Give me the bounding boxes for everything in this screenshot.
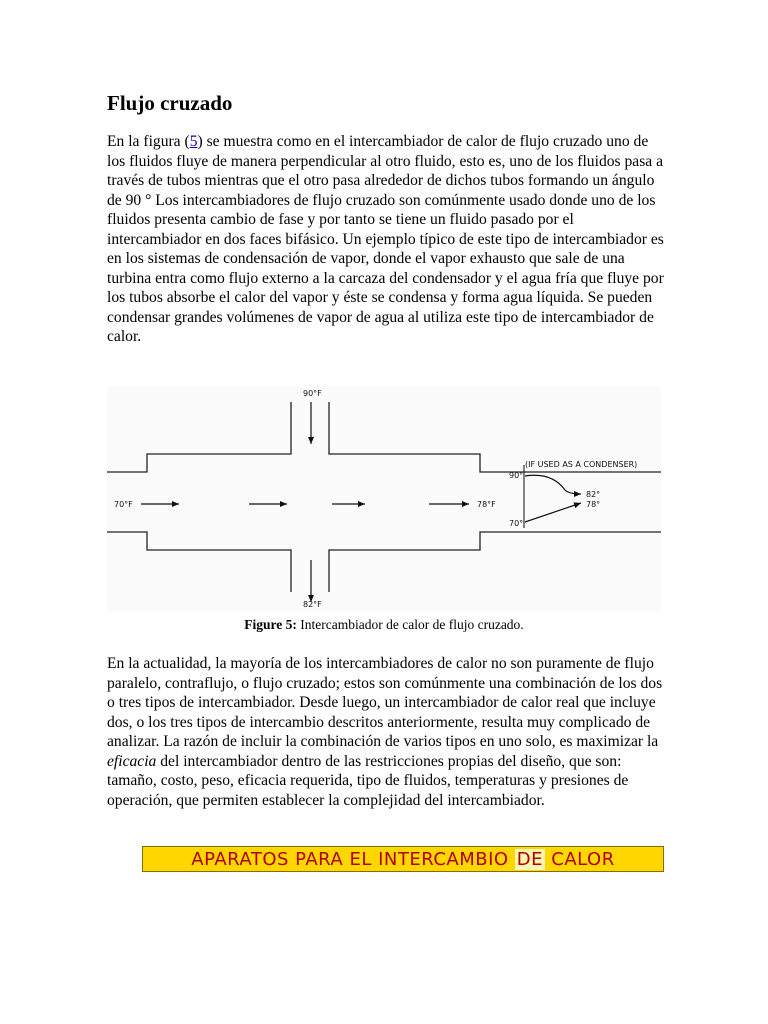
banner-highlight: DE bbox=[516, 849, 544, 870]
para2-text-a: En la actualidad, la mayoría de los intercambiadores de calor no son puramente de flujo paralelo, contraflujo, o flujo cruzado; estos son comúnmente una combinación de los dos o tres tipos de intercambiador. Desde luego, un intercambiador de calor real que incluye dos, o los tres tipos de intercambio descritos anteriormente, resulta muy complicado de analizar. La razón de incluir la combinación de varios tipos en uno solo, es maximizar la bbox=[107, 655, 663, 750]
para2-text-b: del intercambiador dentro de las restricciones propias del diseño, que son: tamaño, costo, peso, eficacia requerida, tipo de fluidos, temperaturas y presiones de operación, que permiten establecer la complejidad del intercambiador. bbox=[107, 752, 629, 809]
exchanger-outline-bottom bbox=[107, 532, 661, 592]
right-outlet-label: 78°F bbox=[477, 500, 496, 509]
figure-5-link[interactable]: 5 bbox=[189, 133, 198, 150]
graph-label-82: 82° bbox=[586, 490, 601, 499]
banner-text-a: APARATOS PARA EL INTERCAMBIO bbox=[191, 849, 515, 870]
top-inlet-label: 90°F bbox=[303, 389, 322, 398]
steam-curve bbox=[525, 475, 581, 494]
figure-caption bbox=[0, 617, 768, 633]
graph-label-70: 70° bbox=[509, 519, 524, 528]
graph-label-90: 90° bbox=[509, 471, 524, 480]
caption-label: Figure 5: bbox=[244, 617, 297, 632]
para1-text-a: En la figura ( bbox=[107, 133, 190, 150]
para2-emphasis: eficacia bbox=[107, 752, 157, 770]
section-heading: Flujo cruzado bbox=[107, 91, 233, 115]
condenser-note: (IF USED AS A CONDENSER) bbox=[525, 460, 638, 469]
caption-text: Intercambiador de calor de flujo cruzado. bbox=[296, 617, 524, 632]
section-banner bbox=[142, 846, 664, 872]
banner-text-b: CALOR bbox=[545, 849, 615, 870]
para1-text-b: ) se muestra como en el intercambiador de calor de flujo cruzado uno de los fluidos fluye de manera perpendicular al otro fluido, esto es, uno de los fluidos pasa a través de tubos mientras que el otro pasa alrededor de dichos tubos formando un ángulo de 90 ° Los intercambiadores de flujo cruzado son comúnmente usado donde uno de los fluidos presenta cambio de fase y por tanto se tiene un fluido pasado por el intercambiador en dos faces bifásico. Un ejemplo típico de este tipo de intercambiador es en los sistemas de condensación de vapor, donde el vapor exhausto que sale de una turbina entra como flujo externo a la carcaza del condensador y el agua fría que fluye por los tubos absorbe el calor del vapor y éste se condensa y forma agua líquida. Se pueden condensar grandes volúmenes de vapor de agua al utiliza este tipo de intercambiador de calor. bbox=[107, 133, 664, 345]
water-line bbox=[525, 503, 581, 522]
left-inlet-label: 70°F bbox=[114, 500, 133, 509]
graph-label-78: 78° bbox=[586, 500, 601, 509]
cross-flow-diagram bbox=[107, 386, 661, 612]
diagram-svg bbox=[107, 386, 661, 612]
intro-paragraph bbox=[107, 132, 667, 347]
body-paragraph bbox=[107, 654, 667, 810]
bottom-outlet-label: 82°F bbox=[303, 600, 322, 609]
